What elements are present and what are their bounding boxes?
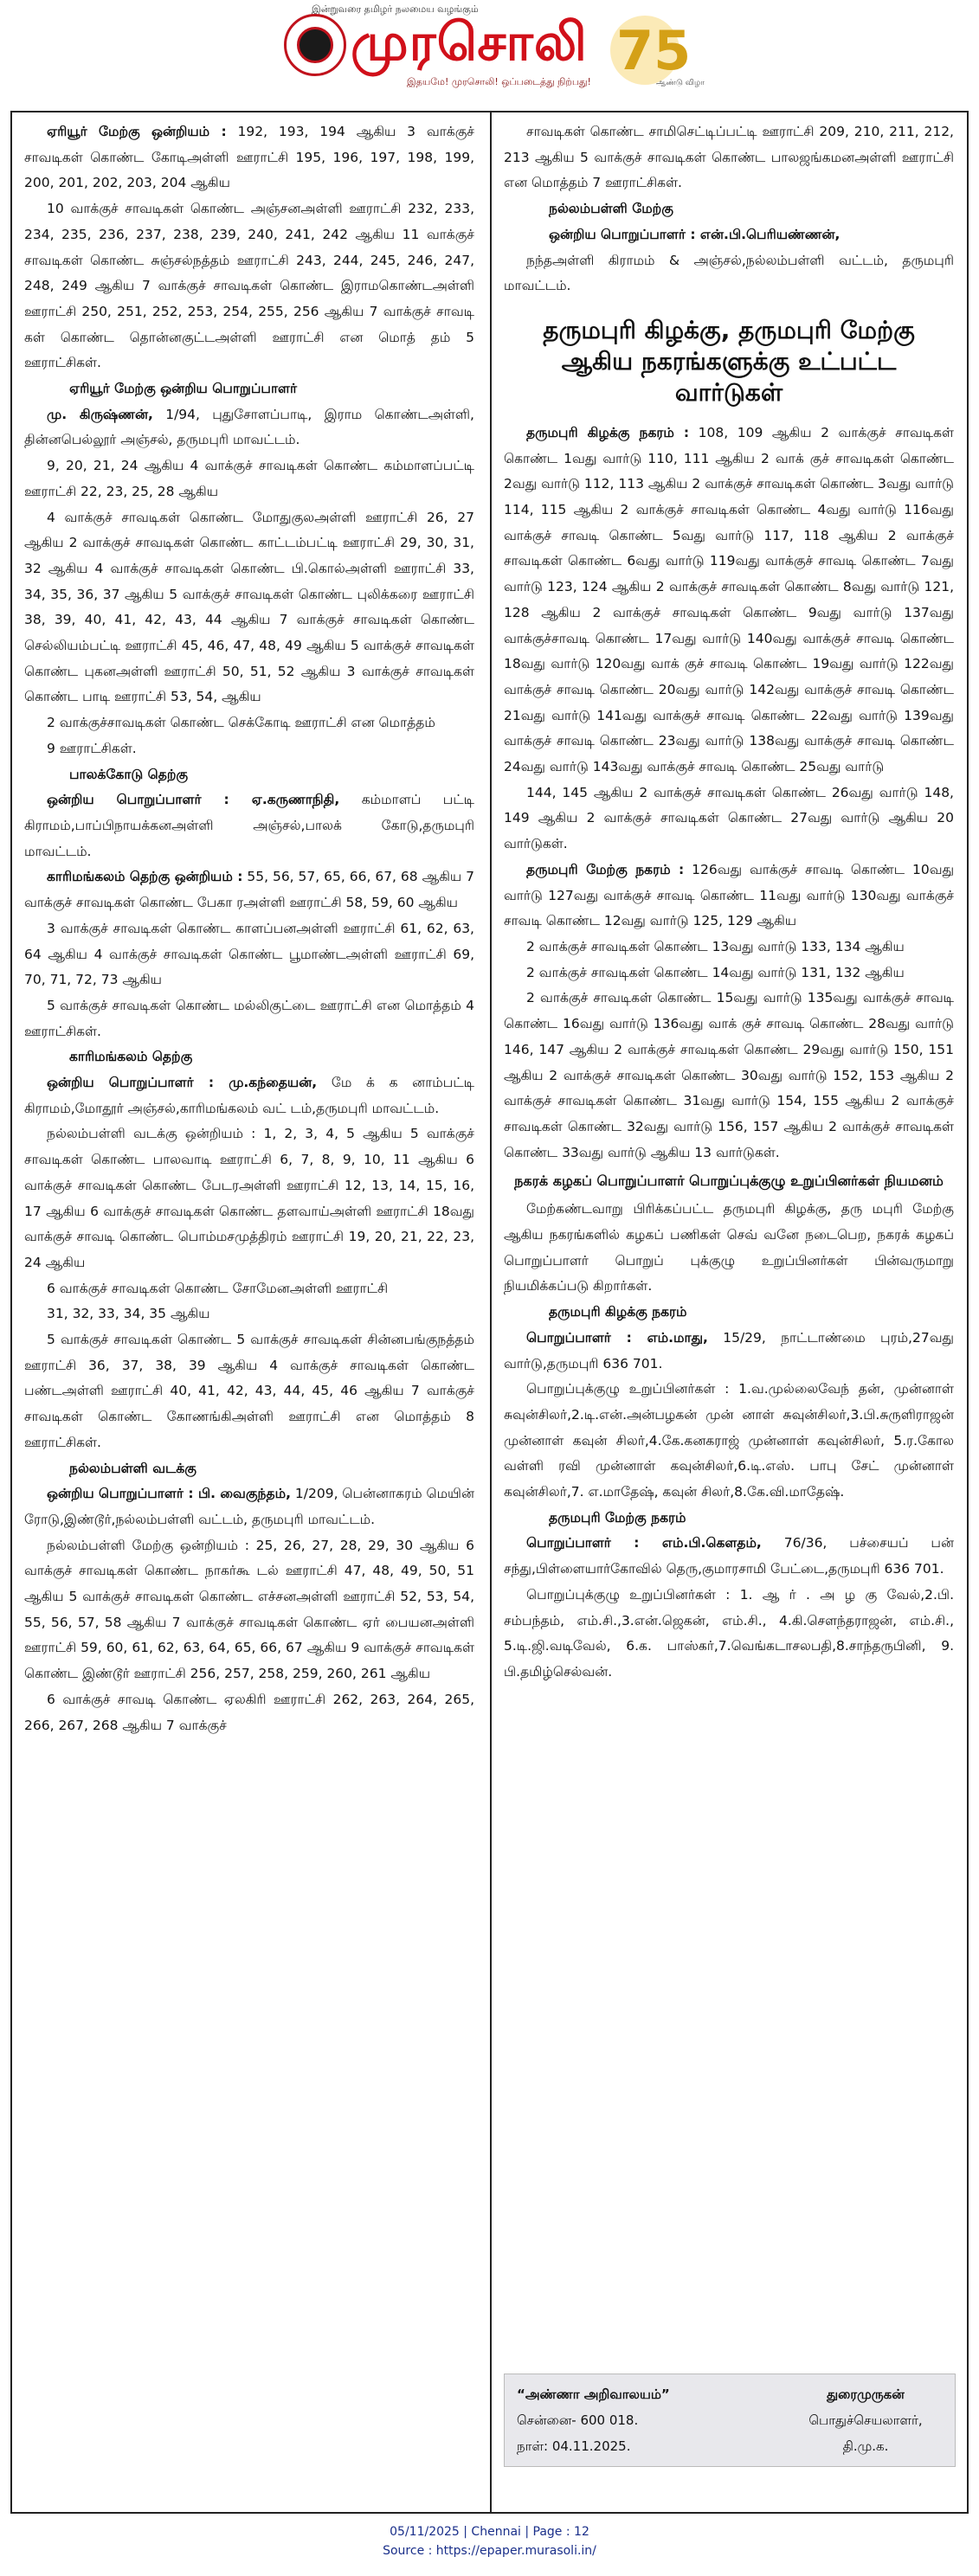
anniversary-label: ஆண்டு விழா	[656, 79, 705, 87]
paragraph-text: நல்லம்பள்ளி வடக்கு ஒன்றியம் : 1, 2, 3, 4, 5 ஆகிய 5 வாக்குச் சாவடிகள் கொண்ட பாலவாடி ஊராட்சி 6, 7, 8, 9, 10, 11 ஆகிய 6 வாக்குச் சாவடிகள் கொண்ட பேடரஅள்ளி ஊராட்சி 12, 13, 14, 15, 16, 17 ஆகிய 6 வாக்குச் சாவடிகள் கொண்ட தளவாய்அள்ளி ஊராட்சி 18வது வாக்குச் சாவடி கொண்ட பொம்மசமுத்திரம் ஊராட்சி 19, 20, 21, 22, 23, 24 ஆகிய	[24, 1126, 474, 1270]
paragraph-lead: மு. கிருஷ்ணன்,	[47, 406, 153, 422]
paragraph-lead: பொறுப்பாளர் : எம்.பி.கௌதம்,	[526, 1535, 762, 1551]
paragraph	[24, 916, 474, 993]
paragraph	[504, 196, 954, 222]
paragraph-lead: தருமபுரி கிழக்கு நகரம் :	[526, 424, 690, 440]
paragraph-text: பொறுப்புக்குழு உறுப்பினர்கள் : 1. ஆ ர் . அ ழ கு வேல்,2.பி. சம்பந்தம், எம்.சி.,3.என்.ஜெகன், எம்.சி., 4.கி.சௌந்தராஜன், எம்.சி., 5.டி.ஜி.வடிவேல், 6.க. பாஸ்கர்,7.வெங்கடாசலபதி,8.சாந்தருபினி, 9. பி.தமிழ்செல்வன்.	[504, 1586, 954, 1680]
paragraph-text: 5 வாக்குச் சாவடிகள் கொண்ட 5 வாக்குச் சாவடிகள் சின்னபங்குநத்தம் ஊராட்சி 36, 37, 38, 39 ஆகிய 4 வாக்குச் சாவடிகள் கொண்ட பண்டஅள்ளி ஊராட்சி 40, 41, 42, 43, 44, 45, 46 ஆகிய 7 வாக்குச் சாவடிகள் கொண்ட கோணங்கிஅள்ளி ஊராட்சி என மொத்தம் 8 ஊராட்சிகள்.	[24, 1332, 474, 1450]
right-column-top	[504, 119, 954, 299]
paragraph	[24, 119, 474, 196]
right-column	[504, 119, 954, 1686]
paragraph-lead: காரிமங்கலம் தெற்கு ஒன்றியம் :	[47, 869, 243, 885]
paragraph	[504, 935, 954, 960]
paragraph	[24, 453, 474, 504]
paragraph	[24, 762, 474, 788]
paragraph	[24, 1044, 474, 1070]
paragraph-text: நல்லம்பள்ளி மேற்கு ஒன்றியம் : 25, 26, 27, 28, 29, 30 ஆகிய 6 வாக்குச் சாவடிகள் கொண்ட நாகர்கூ டல் ஊராட்சி 47, 48, 49, 50, 51 ஆகிய 5 வாக்குச் சாவடிகள் கொண்ட எச்சனஅள்ளி ஊராட்சி 52, 53, 54, 55, 56, 57, 58 ஆகிய 7 வாக்குச் சாவடிகள் கொண்ட ஏர் பையனஅள்ளி ஊராட்சி 59, 60, 61, 62, 63, 64, 65, 66, 67 ஆகிய 9 வாக்குச் சாவடிகள் கொண்ட இண்டூர் ஊராட்சி 256, 257, 258, 259, 260, 261 ஆகிய	[24, 1537, 474, 1682]
paragraph-text: பாலக்கோடு தெற்கு	[69, 766, 189, 782]
paragraph-text: 55, 56, 57, 65, 66, 67, 68 ஆகிய 7 வாக்குச் சாவடிகள் கொண்ட பேகா ரஅள்ளி ஊராட்சி 58, 59, 60 ஆகிய	[24, 869, 474, 911]
paragraph	[24, 505, 474, 711]
masthead	[0, 0, 979, 104]
signatory-party: தி.மு.க.	[842, 2438, 889, 2454]
column-divider	[490, 111, 492, 2514]
paragraph-lead: ஒன்றிய பொறுப்பாளர் : பி. வைகுந்தம்,	[47, 1486, 291, 1502]
paragraph-text: 144, 145 ஆகிய 2 வாக்குச் சாவடிகள் கொண்ட 26வது வார்டு 148, 149 ஆகிய 2 வாக்குச் சாவடிகள் கொண்ட 27வது வார்டு ஆகிய 20 வார்டுகள்.	[504, 784, 954, 852]
paragraph-text: 1/209, பென்னாகரம் மெயின் ரோடு,இண்டூர்,நல்லம்பள்ளி வட்டம், தருமபுரி மாவட்டம்.	[24, 1486, 474, 1527]
paragraph	[504, 1377, 954, 1506]
paragraph-text: நல்லம்பள்ளி மேற்கு	[549, 201, 673, 217]
paragraph-text: 10 வாக்குச் சாவடிகள் கொண்ட அஞ்சனஅள்ளி ஊராட்சி 232, 233, 234, 235, 236, 237, 238, 239, 240, 241, 242 ஆகிய 11 வாக்குச் சாவடிகள் கொண்ட சுஞ்சல்நத்தம் ஊராட்சி 243, 244, 245, 246, 247, 248, 249 ஆகிய 7 வாக்குச் சாவடிகள் கொண்ட இராமகொண்டஅள்ளி ஊராட்சி 250, 251, 252, 253, 254, 255, 256 ஆகிய 7 வாக்குச் சாவடி கள் கொண்ட தொன்னகுட்டஅள்ளி ஊராட்சி என மொத் தம் 5 ஊராட்சிகள்.	[24, 201, 474, 371]
paragraph-text: பொறுப்புக்குழு உறுப்பினர்கள் : 1.வ.முல்லைவேந் தன், முன்னாள் சுவுன்சிலர்,2.டி.என்.அன்பழகன் முன் னாள் சுவுன்சிலர்,3.பி.சுருளிராஜன் முன்னாள் கவுன் சிலர்,4.கே.கனகராஜ் முன்னாள் கவுன்சிலர், 5.ர.கோல வள்ளி ரவி முன்னாள் கவுன்சிலர்,6.டி.எஸ். பாபு சேட் முன்னாள் கவுன்சிலர்,7. எ.மாதேஷ், கவுன் சிலர்,8.கே.வி.மாதேஷ்.	[504, 1381, 954, 1500]
paragraph-text: 5 வாக்குச் சாவடிகள் கொண்ட மல்லிகுட்டை ஊராட்சி என மொத்தம் 4 ஊராட்சிகள்.	[24, 997, 474, 1039]
paragraph	[24, 1533, 474, 1687]
paragraph-text: 126வது வாக்குச் சாவடி கொண்ட 10வது வார்டு 127வது வாக்குச் சாவடி கொண்ட 11வது வார்டு 130வது வாக்குச் சாவடி கொண்ட 12வது வார்டு 125, 129 ஆகிய	[504, 861, 955, 929]
paragraph	[504, 119, 954, 196]
paragraph	[504, 858, 954, 935]
office-name: “அண்ணா அறிவாலயம்”	[517, 2386, 670, 2402]
paragraph-lead: ஒன்றிய பொறுப்பாளர் : மு.கந்தையன்,	[47, 1075, 318, 1091]
paragraph	[504, 248, 954, 299]
signatory-name: துரைமுருகன்	[827, 2386, 905, 2402]
paragraph	[504, 986, 954, 1166]
paragraph-text: 3 வாக்குச் சாவடிகள் கொண்ட காளப்பனஅள்ளி ஊராட்சி 61, 62, 63, 64 ஆகிய 4 வாக்குச் சாவடிகள் கொண்ட பூமாண்டஅள்ளி ஊராட்சி 69, 70, 71, 72, 73 ஆகிய	[24, 920, 474, 988]
paragraph-text: 2 வாக்குச்சாவடிகள் கொண்ட செக்கோடி ஊராட்சி என மொத்தம்	[47, 715, 435, 731]
paragraph	[24, 1456, 474, 1482]
paragraph	[24, 1301, 474, 1327]
paragraph-text: நந்தஅள்ளி கிராமம் & அஞ்சல்,நல்லம்பள்ளி வட்டம், தருமபுரி மாவட்டம்.	[504, 252, 954, 294]
paragraph-text: மே க் க னாம்பட்டி கிராமம்,மோதூர் அஞ்சல்,காரிமங்கலம் வட் டம்,தருமபுரி மாவட்டம்.	[24, 1075, 474, 1116]
party-emblem-icon	[284, 14, 346, 76]
paragraph	[504, 1583, 954, 1686]
paragraph-text: மேற்கண்டவாறு பிரிக்கப்பட்ட தருமபுரி கிழக்கு, தரு மபுரி மேற்கு ஆகிய நகரங்களில் கழகப் பணிகள் செவ் வனே நடைபெற, நகரக் கழகப் பொறுப்பாளர் பொறுப் புக்குழு உறுப்பினர்கள் பின்வருமாறு நியமிக்கப்படு கிறார்கள்.	[504, 1201, 954, 1294]
paragraph-text: தருமபுரி கிழக்கு நகரம்	[549, 1304, 687, 1320]
paragraph-lead: பொறுப்பாளர் : எம்.மாது,	[526, 1329, 708, 1346]
paragraph-text: 76/36, பச்சையப் பன் சந்து,பிள்ளையார்கோவில் தெரு,குமாரசாமி பேட்டை,தருமபுரி 636 701.	[504, 1535, 954, 1577]
footer-date-page: 05/11/2025 | Chennai | Page : 12	[390, 2525, 589, 2539]
paragraph-text: 108, 109 ஆகிய 2 வாக்குச் சாவடிகள் கொண்ட 1வது வார்டு 110, 111 ஆகிய 2 வாக் குச் சாவடிகள் கொண்ட 2வது வார்டு 112, 113 ஆகிய 2 வாக்குச் சாவடிகள் கொண்ட 3வது வார்டு 114, 115 ஆகிய 2 வாக்குச் சாவடிகள் கொண்ட 4வது வார்டு 116வது வாக்குச் சாவடி கொண்ட 5வது வார்டு 117, 118 ஆகிய 2 வாக்குச் சாவடிகள் கொண்ட 6வது வார்டு 119வது வாக்குச் சாவடி கொண்ட 7வது வார்டு 123, 124 ஆகிய 2 வாக்குச் சாவடிகள் கொண்ட 8வது வார்டு 121, 128 ஆகிய 2 வாக்குச் சாவடிகள் கொண்ட 9வது வார்டு 137வது வாக்குச்சாவடி கொண்ட 17வது வார்டு 140வது வாக்குச் சாவடி கொண்ட 18வது வார்டு 120வது வாக் குச் சாவடி கொண்ட 19வது வார்டு 122வது வாக்குச் சாவடி கொண்ட 20வது வார்டு 142வது வாக்குச் சாவடி கொண்ட 21வது வார்டு 141வது வாக்குச் சாவடி கொண்ட 22வது வார்டு 139வது வாக்குச் சாவடி கொண்ட 23வது வார்டு 138வது வாக்குச் சாவடி கொண்ட 24வது வார்டு 143வது வாக்குச் சாவடி கொண்ட 25வது வார்டு	[504, 424, 954, 775]
paragraph-text: தருமபுரி மேற்கு நகரம்	[549, 1509, 686, 1526]
paragraph-text: ஏரியூர் மேற்கு ஒன்றிய பொறுப்பாளர்	[69, 381, 298, 397]
paragraph	[24, 376, 474, 402]
newspaper-logo-subtitle: இதயமே! முரசொலி! ஒப்படைத்து நிற்பது!	[407, 76, 591, 87]
paragraph	[504, 1300, 954, 1326]
paragraph	[24, 1687, 474, 1738]
paragraph	[24, 1481, 474, 1532]
paragraph	[504, 1506, 954, 1532]
right-column-appointments	[504, 1197, 954, 1685]
newspaper-logo: முரசொலி	[351, 12, 588, 73]
signature-box	[504, 2374, 956, 2467]
paragraph-text: 1/94, புதுசோளப்பாடி, இராம கொண்டஅள்ளி, தின்னபெல்லூர் அஞ்சல், தருமபுரி மாவட்டம்.	[24, 406, 474, 448]
paragraph-text: 6 வாக்குச் சாவடிகள் கொண்ட சோமேனஅள்ளி ஊராட்சி	[47, 1280, 389, 1296]
section-heading: தருமபுரி கிழக்கு, தருமபுரி மேற்கு ஆகிய நகரங்களுக்கு உட்பட்ட வார்டுகள்	[543, 315, 915, 407]
paragraph	[504, 1326, 954, 1377]
paragraph-lead: தருமபுரி மேற்கு நகரம் :	[526, 861, 685, 877]
paragraph	[504, 1197, 954, 1300]
anniversary-number: 75	[616, 19, 692, 82]
office-city: சென்னை- 600 018.	[517, 2412, 639, 2428]
paragraph	[504, 781, 954, 858]
paragraph-text: 9 ஊராட்சிகள்.	[47, 740, 137, 756]
appointment-heading: நகரக் கழகப் பொறுப்பாளர் பொறுப்புக்குழு உறுப்பினர்கள் நியமனம்	[514, 1172, 944, 1190]
paragraph	[504, 421, 954, 781]
masthead-tagline: இன்றுவரை தமிழர் நலமைய வழங்கும்	[312, 3, 479, 15]
paragraph-text: கம்மாளப் பட்டி கிராமம்,பாப்பிநாயக்கனஅள்ளி அஞ்சல்,பாலக் கோடு,தருமபுரி மாவட்டம்.	[24, 792, 474, 859]
notice-date: நாள்: 04.11.2025.	[517, 2438, 631, 2454]
paragraph-text: ஒன்றிய பொறுப்பாளர் : என்.பி.பெரியண்ணன்,	[549, 226, 841, 242]
paragraph-text: 9, 20, 21, 24 ஆகிய 4 வாக்குச் சாவடிகள் கொண்ட கம்மாளப்பட்டி ஊராட்சி 22, 23, 25, 28 ஆகிய	[24, 458, 474, 499]
paragraph-text: காரிமங்கலம் தெற்கு	[69, 1049, 193, 1065]
anniversary-75-badge	[597, 7, 705, 93]
paragraph	[24, 864, 474, 915]
paragraph	[24, 710, 474, 736]
right-column-wards	[504, 421, 954, 1166]
paragraph-text: 4 வாக்குச் சாவடிகள் கொண்ட மோதுகுலஅள்ளி ஊராட்சி 26, 27 ஆகிய 2 வாக்குச் சாவடிகள் கொண்ட காட்டம்பட்டி ஊராட்சி 29, 30, 31, 32 ஆகிய 4 வாக்குச் சாவடிகள் கொண்ட பி.கொல்அள்ளி ஊராட்சி 33, 34, 35, 36, 37 ஆகிய 5 வாக்குச் சாவடிகள் கொண்ட புலிக்கரை ஊராட்சி 38, 39, 40, 41, 42, 43, 44 ஆகிய 7 வாக்குச் சாவடிகள் கொண்ட செல்லியம்பட்டி ஊராட்சி 45, 46, 47, 48, 49 ஆகிய 5 வாக்குச் சாவடிகள் கொண்ட புகனஅள்ளி ஊராட்சி 50, 51, 52 ஆகிய 3 வாக்குச் சாவடிகள் கொண்ட பாடி ஊராட்சி 53, 54, ஆகிய	[24, 509, 474, 705]
paragraph	[24, 736, 474, 762]
paragraph	[24, 787, 474, 864]
paragraph	[504, 222, 954, 248]
paragraph	[504, 1531, 954, 1582]
left-column	[24, 119, 474, 1738]
paragraph-text: 15/29, நாட்டாண்மை புரம்,27வது வார்டு,தருமபுரி 636 701.	[504, 1329, 954, 1372]
paragraph	[24, 1121, 474, 1275]
paragraph	[504, 960, 954, 986]
paragraph-text: சாவடிகள் கொண்ட சாமிசெட்டிப்பட்டி ஊராட்சி 209, 210, 211, 212, 213 ஆகிய 5 வாக்குச் சாவடிகள் கொண்ட பாலஜங்கமனஅள்ளி ஊராட்சி என மொத்தம் 7 ஊராட்சிகள்.	[504, 124, 954, 191]
paragraph-lead: ஒன்றிய பொறுப்பாளர் : ஏ.கருணாநிதி,	[47, 792, 340, 808]
paragraph-text: 192, 193, 194 ஆகிய 3 வாக்குச் சாவடிகள் கொண்ட கோடிஅள்ளி ஊராட்சி 195, 196, 197, 198, 199, 200, 201, 202, 203, 204 ஆகிய	[24, 124, 474, 191]
paragraph	[24, 196, 474, 376]
footer-source: Source : https://epaper.murasoli.in/	[383, 2544, 596, 2558]
paragraph	[24, 1327, 474, 1456]
paragraph-lead: ஏரியூர் மேற்கு ஒன்றியம் :	[47, 124, 227, 139]
paragraph-text: 31, 32, 33, 34, 35 ஆகிய	[47, 1306, 210, 1322]
paragraph-text: 2 வாக்குச் சாவடிகள் கொண்ட 15வது வார்டு 135வது வாக்குச் சாவடி கொண்ட 16வது வார்டு 136வது வாக் குச் சாவடி கொண்ட 28வது வார்டு 146, 147 ஆகிய 2 வாக்குச் சாவடிகள் கொண்ட 29வது வார்டு 150, 151 ஆகிய 2 வாக்குச் சாவடிகள் கொண்ட 30வது வார்டு 152, 153 ஆகிய 2 வாக்குச் சாவடிகள் கொண்ட 31வது வார்டு 154, 155 ஆகிய 2 வாக்குச் சாவடிகள் கொண்ட 32வது வார்டு 156, 157 ஆகிய 2 வாக்குச் சாவடிகள் கொண்ட 33வது வார்டு ஆகிய 13 வார்டுகள்.	[504, 990, 954, 1160]
paragraph	[24, 993, 474, 1044]
paragraph-text: நல்லம்பள்ளி வடக்கு	[69, 1460, 196, 1476]
paragraph-text: 2 வாக்குச் சாவடிகள் கொண்ட 14வது வார்டு 131, 132 ஆகிய	[526, 964, 905, 980]
paragraph-text: 2 வாக்குச் சாவடிகள் கொண்ட 13வது வார்டு 133, 134 ஆகிய	[526, 938, 905, 954]
paragraph	[24, 1070, 474, 1121]
paragraph-text: 6 வாக்குச் சாவடி கொண்ட ஏலகிரி ஊராட்சி 262, 263, 264, 265, 266, 267, 268 ஆகிய 7 வாக்குச்	[24, 1691, 474, 1733]
paragraph	[24, 402, 474, 453]
signatory-role: பொதுச்செயலாளர்,	[808, 2412, 923, 2428]
paragraph	[24, 1276, 474, 1302]
